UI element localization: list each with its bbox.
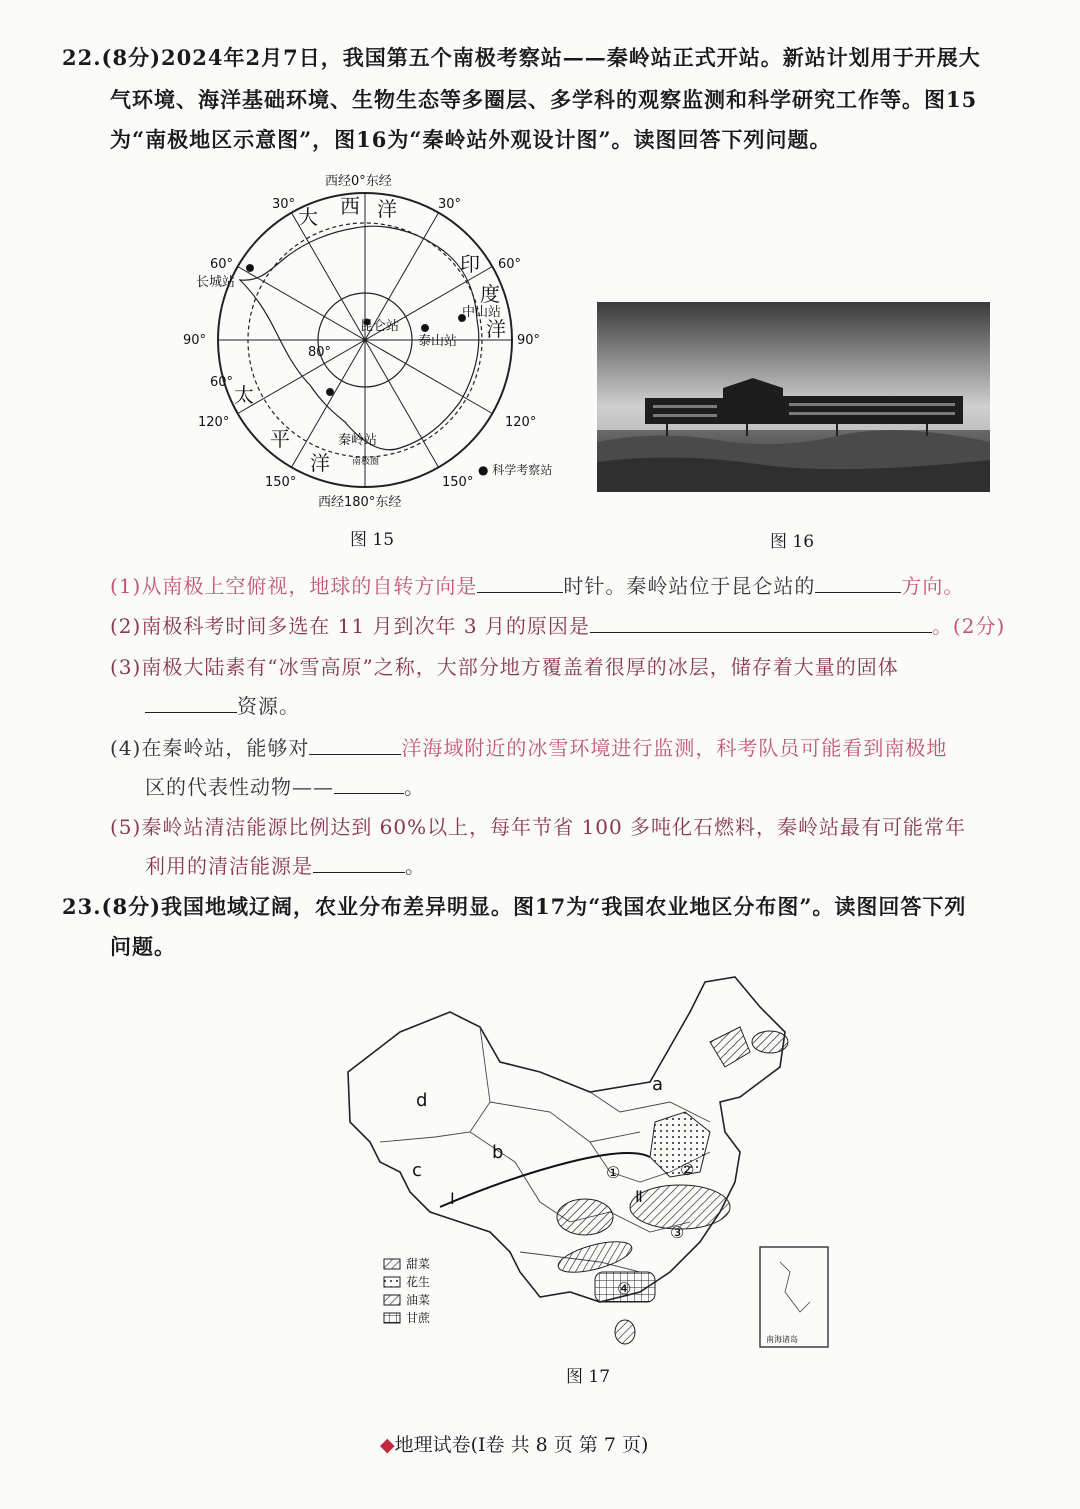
region-label-c: c: [412, 1160, 422, 1181]
circled-number-3: ③: [670, 1223, 685, 1242]
ocean-char: 度: [480, 282, 500, 306]
region-label-a: a: [652, 1074, 664, 1095]
q23-number: 23.: [62, 894, 102, 919]
ocean-char: 大: [298, 205, 318, 229]
q22-sub-4: [110, 732, 947, 761]
q22-sub2-text-b: 。(2分): [931, 614, 1006, 638]
inset-label: 南海诸岛: [766, 1335, 798, 1344]
q22-sub1-text-b: 时针。秦岭站位于昆仑站的: [563, 574, 816, 598]
q22-sub2-text-a: (2)南极科考时间多选在 11 月到次年 3 月的原因是: [110, 614, 590, 638]
lon-label: 90°: [183, 333, 207, 348]
station-label-taishan: 泰山站: [418, 334, 458, 349]
q23-intro-1: (8分)我国地域辽阔，农业分布差异明显。图17为“我国农业地区分布图”。读图回答下列: [101, 894, 967, 919]
circled-number-1: ①: [606, 1163, 621, 1182]
legend-peanut: 花生: [406, 1275, 431, 1289]
answer-blank[interactable]: [309, 736, 401, 755]
lon-label: 120°: [505, 415, 537, 430]
q22-sub3-text-b: 资源。: [237, 694, 300, 718]
ocean-char: 平: [270, 427, 290, 451]
region-label-d: d: [416, 1090, 428, 1111]
q22-sub4-text-d: 。: [404, 775, 425, 799]
q22-line-2: 气环境、海洋基础环境、生物生态等多圈层、多学科的观察监测和科学研究工作等。图15: [110, 87, 978, 112]
q22-sub-1: [110, 570, 964, 599]
legend-sugar-beet: 甜菜: [406, 1257, 431, 1271]
q22-sub-5-cont: [145, 850, 426, 879]
roman-label-1: Ⅰ: [450, 1189, 455, 1208]
figure-17-china-agriculture-map: [340, 972, 840, 1357]
ocean-char: 太: [234, 383, 254, 407]
lat-label: 60°: [210, 375, 234, 390]
footer-text: 地理试卷(Ⅰ卷 共 8 页 第 7 页): [394, 1434, 649, 1456]
station-label-changcheng: 长城站: [196, 275, 236, 290]
q22-sub5-text-b: 利用的清洁能源是: [145, 854, 313, 878]
answer-blank[interactable]: [590, 614, 932, 633]
q22-sub4-text-b: 洋海域附近的冰雪环境进行监测，科考队员可能看到南极地: [401, 736, 948, 760]
figure-16-station-photo: [597, 302, 990, 492]
antarctic-circle-label: 南极圈: [352, 457, 380, 467]
q22-sub1-text-a: (1)从南极上空俯视，地球的自转方向是: [110, 574, 478, 598]
q22-sub-3: (3)南极大陆素有“冰雪高原”之称，大部分地方覆盖着很厚的冰层，储存着大量的固体: [110, 655, 899, 679]
q22-sub-2: [110, 610, 1005, 639]
ocean-char: 洋: [486, 317, 506, 341]
circled-number-4: ④: [617, 1279, 632, 1298]
map-top-label: 西经0°东经: [325, 174, 392, 189]
station-legend: ● 科学考察站: [478, 463, 553, 477]
legend-sugarcane: 甘蔗: [406, 1311, 431, 1325]
q22-sub5-text-c: 。: [405, 854, 426, 878]
footer-logo-icon: ◆: [380, 1434, 395, 1456]
q22-number: 22.: [62, 45, 102, 70]
lon-label: 150°: [265, 475, 297, 490]
figure-15-caption: 图 15: [350, 530, 395, 550]
figure-16-caption: 图 16: [770, 532, 815, 552]
ocean-char: 洋: [310, 451, 330, 475]
page-footer: [380, 1430, 648, 1457]
q22-sub4-text-c: 区的代表性动物——: [145, 775, 334, 799]
figure-17-caption: 图 17: [566, 1367, 611, 1387]
answer-blank[interactable]: [145, 694, 237, 713]
q22-sub1-text-c: 方向。: [901, 574, 965, 598]
q22-line-3: 为“南极地区示意图”，图16为“秦岭站外观设计图”。读图回答下列问题。: [110, 127, 832, 152]
legend-rapeseed: 油菜: [406, 1293, 431, 1307]
q22-line-1: [62, 42, 981, 72]
ocean-char: 西: [340, 194, 360, 218]
lon-label: 90°: [517, 333, 541, 348]
q22-sub-4-cont: [145, 771, 425, 800]
lon-label: 60°: [210, 257, 234, 272]
circled-number-2: ②: [680, 1160, 695, 1179]
lon-label: 120°: [198, 415, 230, 430]
q22-sub4-text-a: (4)在秦岭站，能够对: [110, 736, 310, 760]
q22-intro-1: (8分)2024年2月7日，我国第五个南极考察站——秦岭站正式开站。新站计划用于开展大: [101, 45, 981, 70]
station-label-zhongshan: 中山站: [462, 305, 502, 320]
lon-label: 30°: [438, 197, 462, 212]
q23-line-1: [62, 891, 966, 921]
map-bottom-label: 西经180°东经: [318, 495, 402, 510]
region-label-b: b: [492, 1142, 504, 1163]
ocean-char: 洋: [377, 197, 397, 221]
q23-line-2: 问题。: [110, 934, 176, 959]
figure-15-antarctica-map: [180, 168, 580, 518]
station-label-kunlun: 昆仑站: [360, 319, 400, 334]
answer-blank[interactable]: [477, 574, 563, 593]
q22-sub-3-cont: [145, 690, 300, 719]
ocean-char: 印: [460, 252, 480, 276]
lon-label: 60°: [498, 257, 522, 272]
answer-blank[interactable]: [334, 775, 404, 794]
lat-label: 80°: [308, 345, 332, 360]
lon-label: 30°: [272, 197, 296, 212]
answer-blank[interactable]: [815, 574, 901, 593]
station-label-qinling: 秦岭站: [338, 433, 378, 448]
answer-blank[interactable]: [313, 854, 405, 873]
lon-label: 150°: [442, 475, 474, 490]
roman-label-2: Ⅱ: [635, 1187, 643, 1206]
q22-sub-5: (5)秦岭站清洁能源比例达到 60%以上，每年节省 100 多吨化石燃料，秦岭站最有可能常年: [110, 815, 967, 839]
